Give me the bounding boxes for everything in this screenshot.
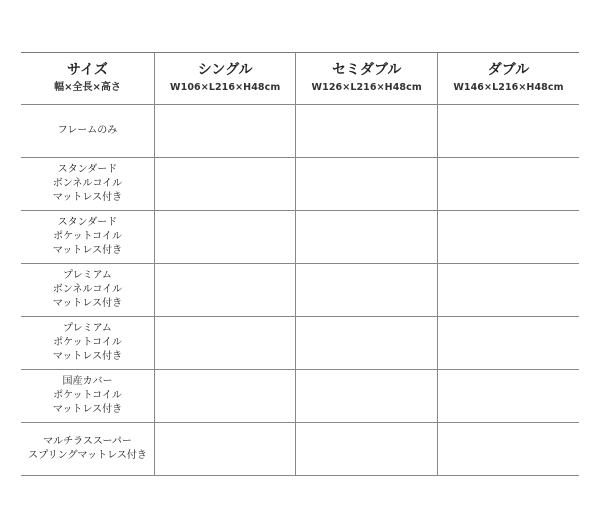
price-cell-single bbox=[154, 264, 296, 317]
table-row bbox=[21, 264, 579, 317]
price-cell-double bbox=[437, 211, 579, 264]
row-label-cell bbox=[21, 423, 154, 476]
row-label: 国産カバー ポケットコイル マットレス付き bbox=[52, 376, 123, 415]
header-size-label-cell bbox=[21, 53, 154, 105]
row-label-cell bbox=[21, 105, 154, 158]
table-row bbox=[21, 105, 579, 158]
column-dimensions: W126×L216×H48cm bbox=[311, 82, 422, 93]
column-dimensions: W106×L216×H48cm bbox=[170, 82, 281, 93]
header-column-single bbox=[154, 53, 296, 105]
price-cell-semi-double bbox=[296, 158, 438, 211]
row-label: プレミアム ポケットコイル マットレス付き bbox=[52, 323, 123, 362]
price-cell-double bbox=[437, 370, 579, 423]
price-cell-semi-double bbox=[296, 370, 438, 423]
column-name: セミダブル bbox=[331, 62, 402, 78]
row-label: マルチラススーパー スプリングマットレス付き bbox=[28, 436, 147, 461]
row-label: フレームのみ bbox=[57, 125, 118, 136]
price-cell-single bbox=[154, 158, 296, 211]
row-label-cell bbox=[21, 370, 154, 423]
price-cell-semi-double bbox=[296, 423, 438, 476]
table-header-row bbox=[21, 53, 579, 105]
row-label-cell bbox=[21, 264, 154, 317]
table-row bbox=[21, 211, 579, 264]
price-cell-single bbox=[154, 105, 296, 158]
price-cell-double bbox=[437, 105, 579, 158]
price-cell-double bbox=[437, 423, 579, 476]
table-row bbox=[21, 158, 579, 211]
price-cell-single bbox=[154, 370, 296, 423]
price-cell-semi-double bbox=[296, 105, 438, 158]
table-row bbox=[21, 317, 579, 370]
row-label: プレミアム ボンネルコイル マットレス付き bbox=[52, 270, 123, 309]
price-cell-semi-double bbox=[296, 264, 438, 317]
row-label-cell bbox=[21, 317, 154, 370]
price-cell-semi-double bbox=[296, 317, 438, 370]
header-column-semi-double bbox=[296, 53, 438, 105]
price-cell-single bbox=[154, 317, 296, 370]
size-price-table bbox=[21, 52, 579, 476]
price-cell-single bbox=[154, 423, 296, 476]
header-size-title: サイズ bbox=[67, 62, 108, 78]
price-cell-double bbox=[437, 317, 579, 370]
price-cell-double bbox=[437, 158, 579, 211]
column-name: ダブル bbox=[487, 62, 530, 78]
column-dimensions: W146×L216×H48cm bbox=[453, 82, 564, 93]
row-label: スタンダード ポケットコイル マットレス付き bbox=[52, 217, 123, 256]
header-column-double bbox=[437, 53, 579, 105]
row-label: スタンダード ボンネルコイル マットレス付き bbox=[52, 164, 123, 203]
row-label-cell bbox=[21, 211, 154, 264]
price-cell-single bbox=[154, 211, 296, 264]
header-size-subtitle: 幅×全長×高さ bbox=[54, 82, 121, 93]
price-cell-semi-double bbox=[296, 211, 438, 264]
price-cell-double bbox=[437, 264, 579, 317]
column-name: シングル bbox=[197, 62, 253, 78]
row-label-cell bbox=[21, 158, 154, 211]
table-row bbox=[21, 370, 579, 423]
table-row bbox=[21, 423, 579, 476]
